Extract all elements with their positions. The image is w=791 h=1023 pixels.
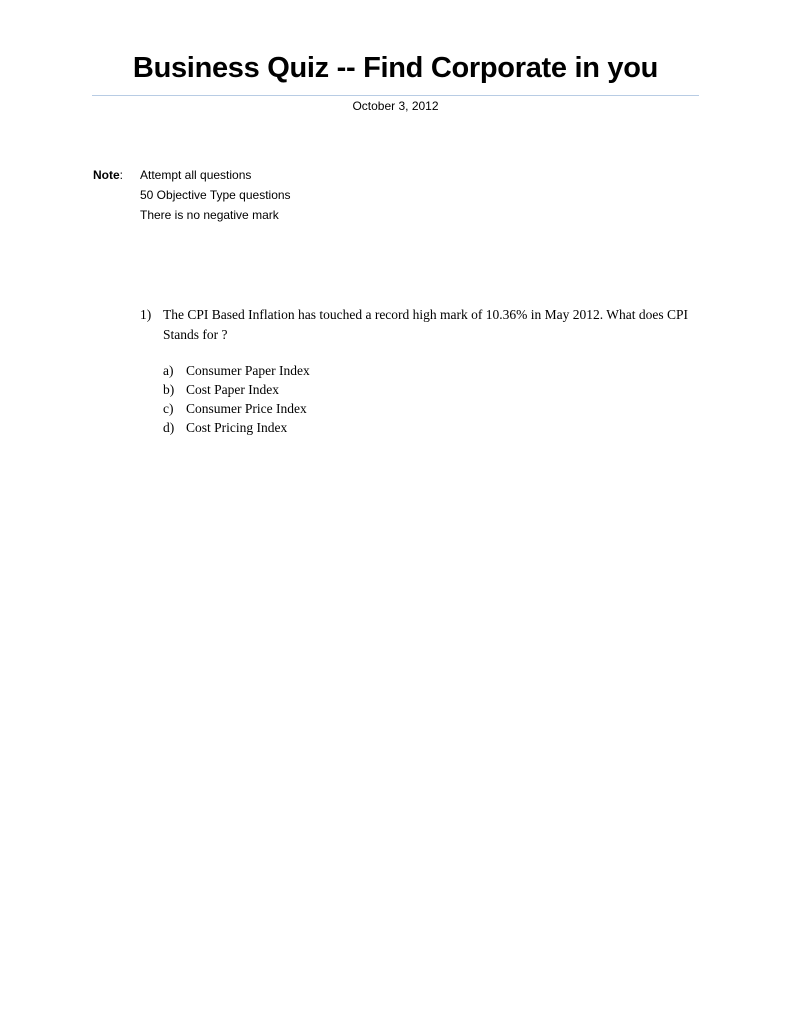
answer-options bbox=[140, 361, 700, 437]
note-label-text: Note bbox=[93, 168, 120, 182]
option-letter: c) bbox=[163, 401, 174, 416]
document-date: October 3, 2012 bbox=[352, 99, 439, 113]
option-letter: a) bbox=[163, 363, 174, 378]
question-text: The CPI Based Inflation has touched a record high mark of 10.36% in May 2012. What does CPI Stands for ? bbox=[163, 307, 689, 342]
note-line: 50 Objective Type questions bbox=[140, 188, 291, 202]
option-text: Cost Pricing Index bbox=[186, 420, 288, 435]
question-stem bbox=[140, 305, 700, 344]
option-letter: d) bbox=[163, 420, 175, 435]
title-divider bbox=[92, 95, 699, 96]
option-text: Cost Paper Index bbox=[186, 382, 279, 397]
answer-option-a bbox=[140, 361, 700, 380]
note-label bbox=[93, 167, 123, 183]
document-title: Business Quiz -- Find Corporate in you bbox=[132, 52, 659, 84]
note-line: There is no negative mark bbox=[140, 208, 279, 222]
option-text: Consumer Paper Index bbox=[186, 363, 310, 378]
answer-option-c bbox=[140, 399, 700, 418]
answer-option-b bbox=[140, 380, 700, 399]
question-number: 1) bbox=[140, 307, 152, 322]
question-1 bbox=[140, 305, 700, 437]
note-line: Attempt all questions bbox=[140, 168, 252, 182]
answer-option-d bbox=[140, 418, 700, 437]
option-text: Consumer Price Index bbox=[186, 401, 307, 416]
note-list bbox=[140, 167, 291, 227]
note-label-colon: : bbox=[119, 168, 124, 182]
option-letter: b) bbox=[163, 382, 175, 397]
